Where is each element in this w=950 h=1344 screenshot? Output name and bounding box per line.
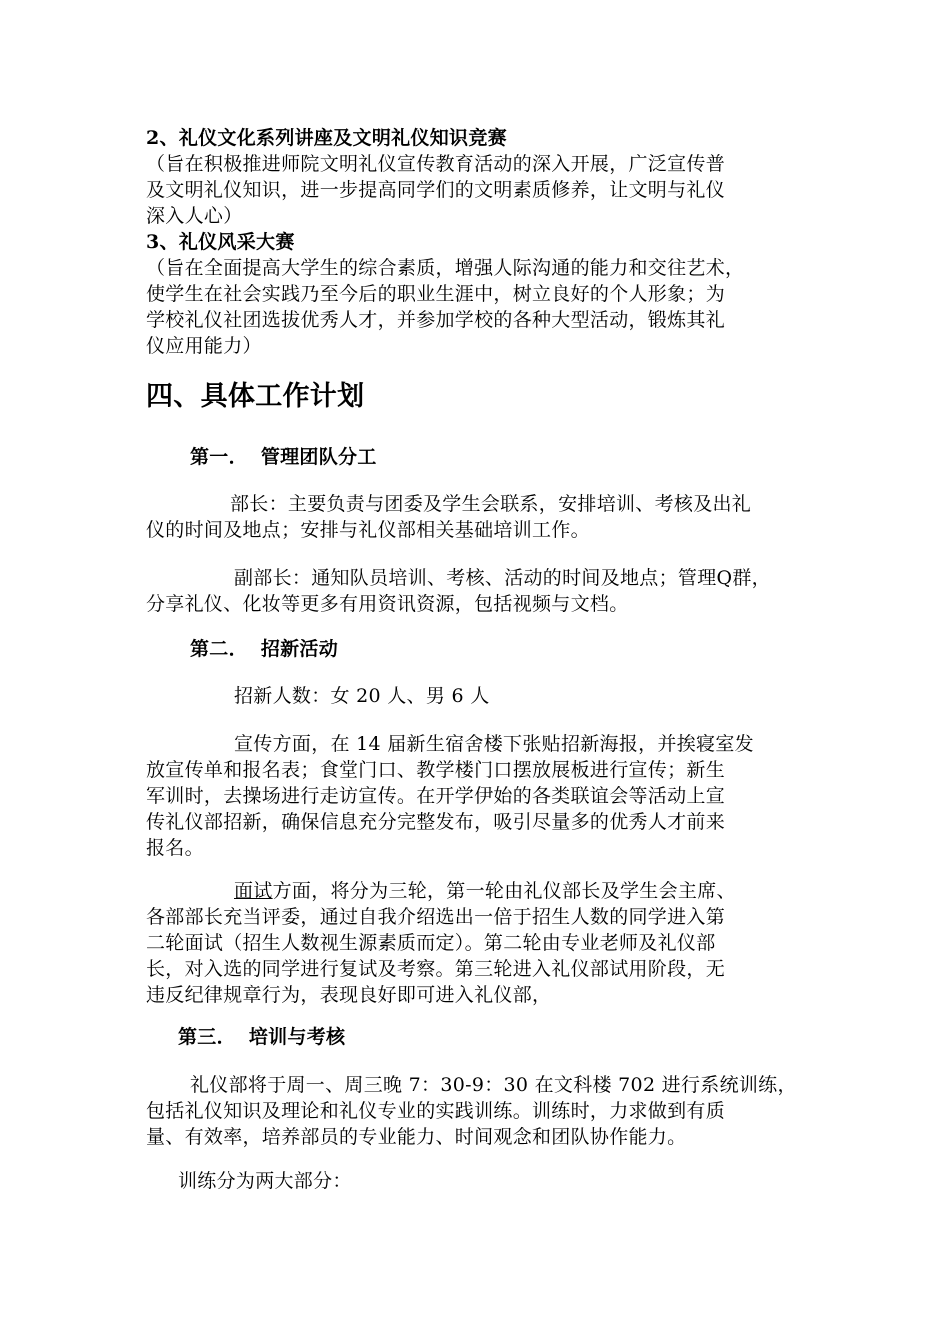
text-line: （旨在全面提高大学生的综合素质，增强人际沟通的能力和交往艺术，: [146, 257, 745, 279]
part-1-title: 第一． 管理团队分工: [190, 446, 377, 468]
text-line: 军训时，去操场进行走访宣传。在开学伊始的各类联谊会等活动上宣: [146, 785, 726, 807]
text-line: 违反纪律规章行为，表现良好即可进入礼仪部，: [146, 984, 552, 1006]
text-line: 报名。: [146, 837, 204, 859]
training-paragraph: [146, 1072, 810, 1150]
text-line: 传礼仪部招新，确保信息充分完整发布，吸引尽量多的优秀人才前来: [146, 811, 726, 833]
text-span: 方面，将分为三轮，第一轮由礼仪部长及学生会主席、: [272, 880, 736, 902]
text-line: 量、有效率，培养部员的专业能力、时间观念和团队协作能力。: [146, 1126, 687, 1148]
section-3-title: 3、礼仪风采大赛: [146, 231, 295, 253]
text-line: 包括礼仪知识及理论和礼仪专业的实践训练。训练时，力求做到有质: [146, 1100, 726, 1122]
text-line: 分享礼仪、化妆等更多有用资讯资源，包括视频与文档。: [146, 593, 629, 615]
text-line: 使学生在社会实践乃至今后的职业生涯中，树立良好的个人形象；为: [146, 283, 726, 305]
interview-paragraph: [146, 878, 810, 1008]
part-1-paragraph-2: [146, 565, 810, 617]
text-line: 仪的时间及地点；安排与礼仪部相关基础培训工作。: [146, 519, 590, 541]
text-line: 深入人心）: [146, 205, 243, 227]
text-line: 及文明礼仪知识，进一步提高同学们的文明素质修养，让文明与礼仪: [146, 179, 726, 201]
heading-work-plan: 四、具体工作计划: [146, 381, 365, 412]
text-line: 各部部长充当评委，通过自我介绍选出一倍于招生人数的同学进入第: [146, 906, 726, 928]
part-2-title: 第二． 招新活动: [190, 638, 339, 660]
training-parts-intro: 训练分为两大部分：: [178, 1170, 352, 1192]
part-1-paragraph-1: [146, 491, 810, 543]
text-line: 副部长：通知队员培训、考核、活动的时间及地点；管理Q群，: [234, 567, 771, 589]
text-line: 学校礼仪社团选拔优秀人才，并参加学校的各种大型活动，锻炼其礼: [146, 309, 726, 331]
text-line: （旨在积极推进师院文明礼仪宣传教育活动的深入开展，广泛宣传普: [146, 153, 726, 175]
recruit-count: 招新人数：女 20 人、男 6 人: [234, 685, 490, 707]
text-line: 仪应用能力）: [146, 335, 262, 357]
text-line: 部长：主要负责与团委及学生会联系，安排培训、考核及出礼: [230, 493, 752, 515]
text-line: 二轮面试（招生人数视生源素质而定）。第二轮由专业老师及礼仪部: [146, 932, 716, 954]
section-2-description: [146, 151, 810, 229]
text-line: 礼仪部将于周一、周三晚 7：30-9：30 在文科楼 702 进行系统训练，: [190, 1074, 797, 1096]
section-2-title: 2、礼仪文化系列讲座及文明礼仪知识竞赛: [146, 127, 507, 149]
promotion-paragraph: [146, 731, 810, 861]
interview-keyword: 面试: [234, 880, 273, 902]
text-line: 宣传方面，在 14 届新生宿舍楼下张贴招新海报，并挨寝室发: [234, 733, 754, 755]
text-line: 放宣传单和报名表；食堂门口、教学楼门口摆放展板进行宣传；新生: [146, 759, 726, 781]
part-3-title: 第三． 培训与考核: [178, 1026, 346, 1048]
text-line: [146, 878, 810, 904]
text-line: 长，对入选的同学进行复试及考察。第三轮进入礼仪部试用阶段，无: [146, 958, 726, 980]
section-3-description: [146, 255, 810, 359]
